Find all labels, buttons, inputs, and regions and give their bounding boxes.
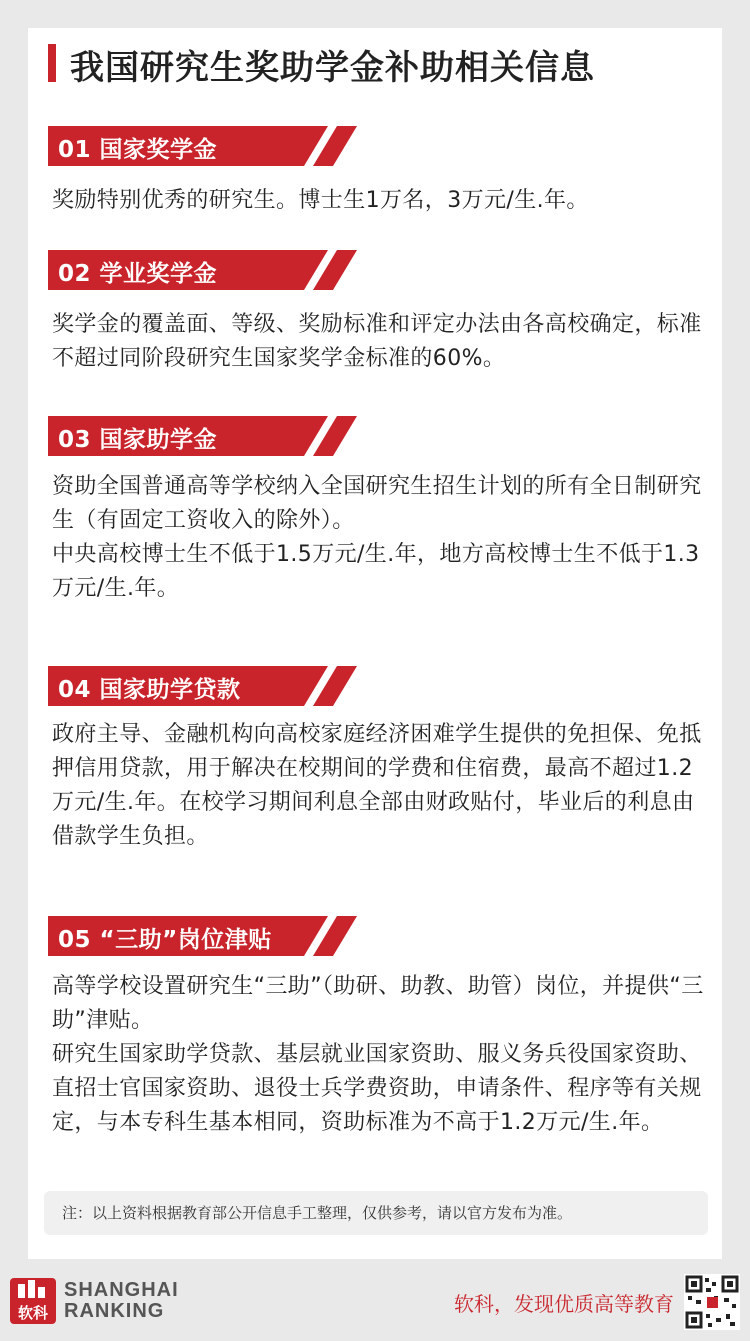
- paragraph: 政府主导、金融机构向高校家庭经济困难学生提供的免担保、免抵押信用贷款，用于解决在校期间的学费和住宿费，最高不超过1.2万元/生.年。在校学习期间利息全部由财政贴付，毕业后的利息由借款学生负担。: [52, 722, 702, 849]
- title-accent-bar: [48, 44, 56, 82]
- paragraph: 资助全国普通高等学校纳入全国研究生招生计划的所有全日制研究生（有固定工资收入的除外）。: [52, 474, 702, 533]
- paragraph: 高等学校设置研究生“三助”（助研、助教、助管）岗位，并提供“三助”津贴。: [52, 974, 704, 1033]
- info-card: [28, 28, 722, 1259]
- section-title: 03 国家助学金: [58, 427, 218, 453]
- disclaimer-note: 注：以上资料根据教育部公开信息手工整理，仅供参考，请以官方发布为准。: [44, 1191, 708, 1235]
- page-title: 我国研究生奖助学金补助相关信息: [70, 48, 595, 88]
- qr-code-icon: [684, 1274, 740, 1330]
- section-header-2: [48, 250, 358, 290]
- section-title: 05 “三助”岗位津贴: [58, 927, 272, 953]
- shanghai-ranking-logo: [10, 1278, 56, 1324]
- section-body-5: [52, 970, 712, 1140]
- brand-line-1: SHANGHAI: [64, 1279, 179, 1301]
- section-header-4: [48, 666, 358, 706]
- paragraph: 研究生国家助学贷款、基层就业国家资助、服义务兵役国家资助、直招士官国家资助、退役士兵学费资助，申请条件、程序等有关规定，与本专科生基本相同，资助标准为不高于1.2万元/生.年。: [52, 1042, 702, 1135]
- section-body-4: [52, 718, 712, 854]
- paragraph: 奖励特别优秀的研究生。博士生1万名，3万元/生.年。: [52, 188, 589, 213]
- section-title: 01 国家奖学金: [58, 137, 218, 163]
- section-header-5: [48, 916, 358, 956]
- paragraph: 奖学金的覆盖面、等级、奖励标准和评定办法由各高校确定，标准不超过同阶段研究生国家奖学金标准的60%。: [52, 312, 702, 371]
- section-body-3: [52, 470, 712, 606]
- brand-line-2: RANKING: [64, 1300, 165, 1322]
- section-body-1: [52, 184, 712, 218]
- brand-name: [64, 1280, 179, 1322]
- section-body-2: [52, 308, 712, 376]
- footer-slogan: 软科，发现优质高等教育: [454, 1292, 674, 1316]
- paragraph: 中央高校博士生不低于1.5万元/生.年，地方高校博士生不低于1.3万元/生.年。: [52, 542, 700, 601]
- section-header-3: [48, 416, 358, 456]
- section-header-1: [48, 126, 358, 166]
- logo-text: 软科: [17, 1304, 49, 1322]
- section-title: 04 国家助学贷款: [58, 677, 241, 703]
- section-title: 02 学业奖学金: [58, 261, 218, 287]
